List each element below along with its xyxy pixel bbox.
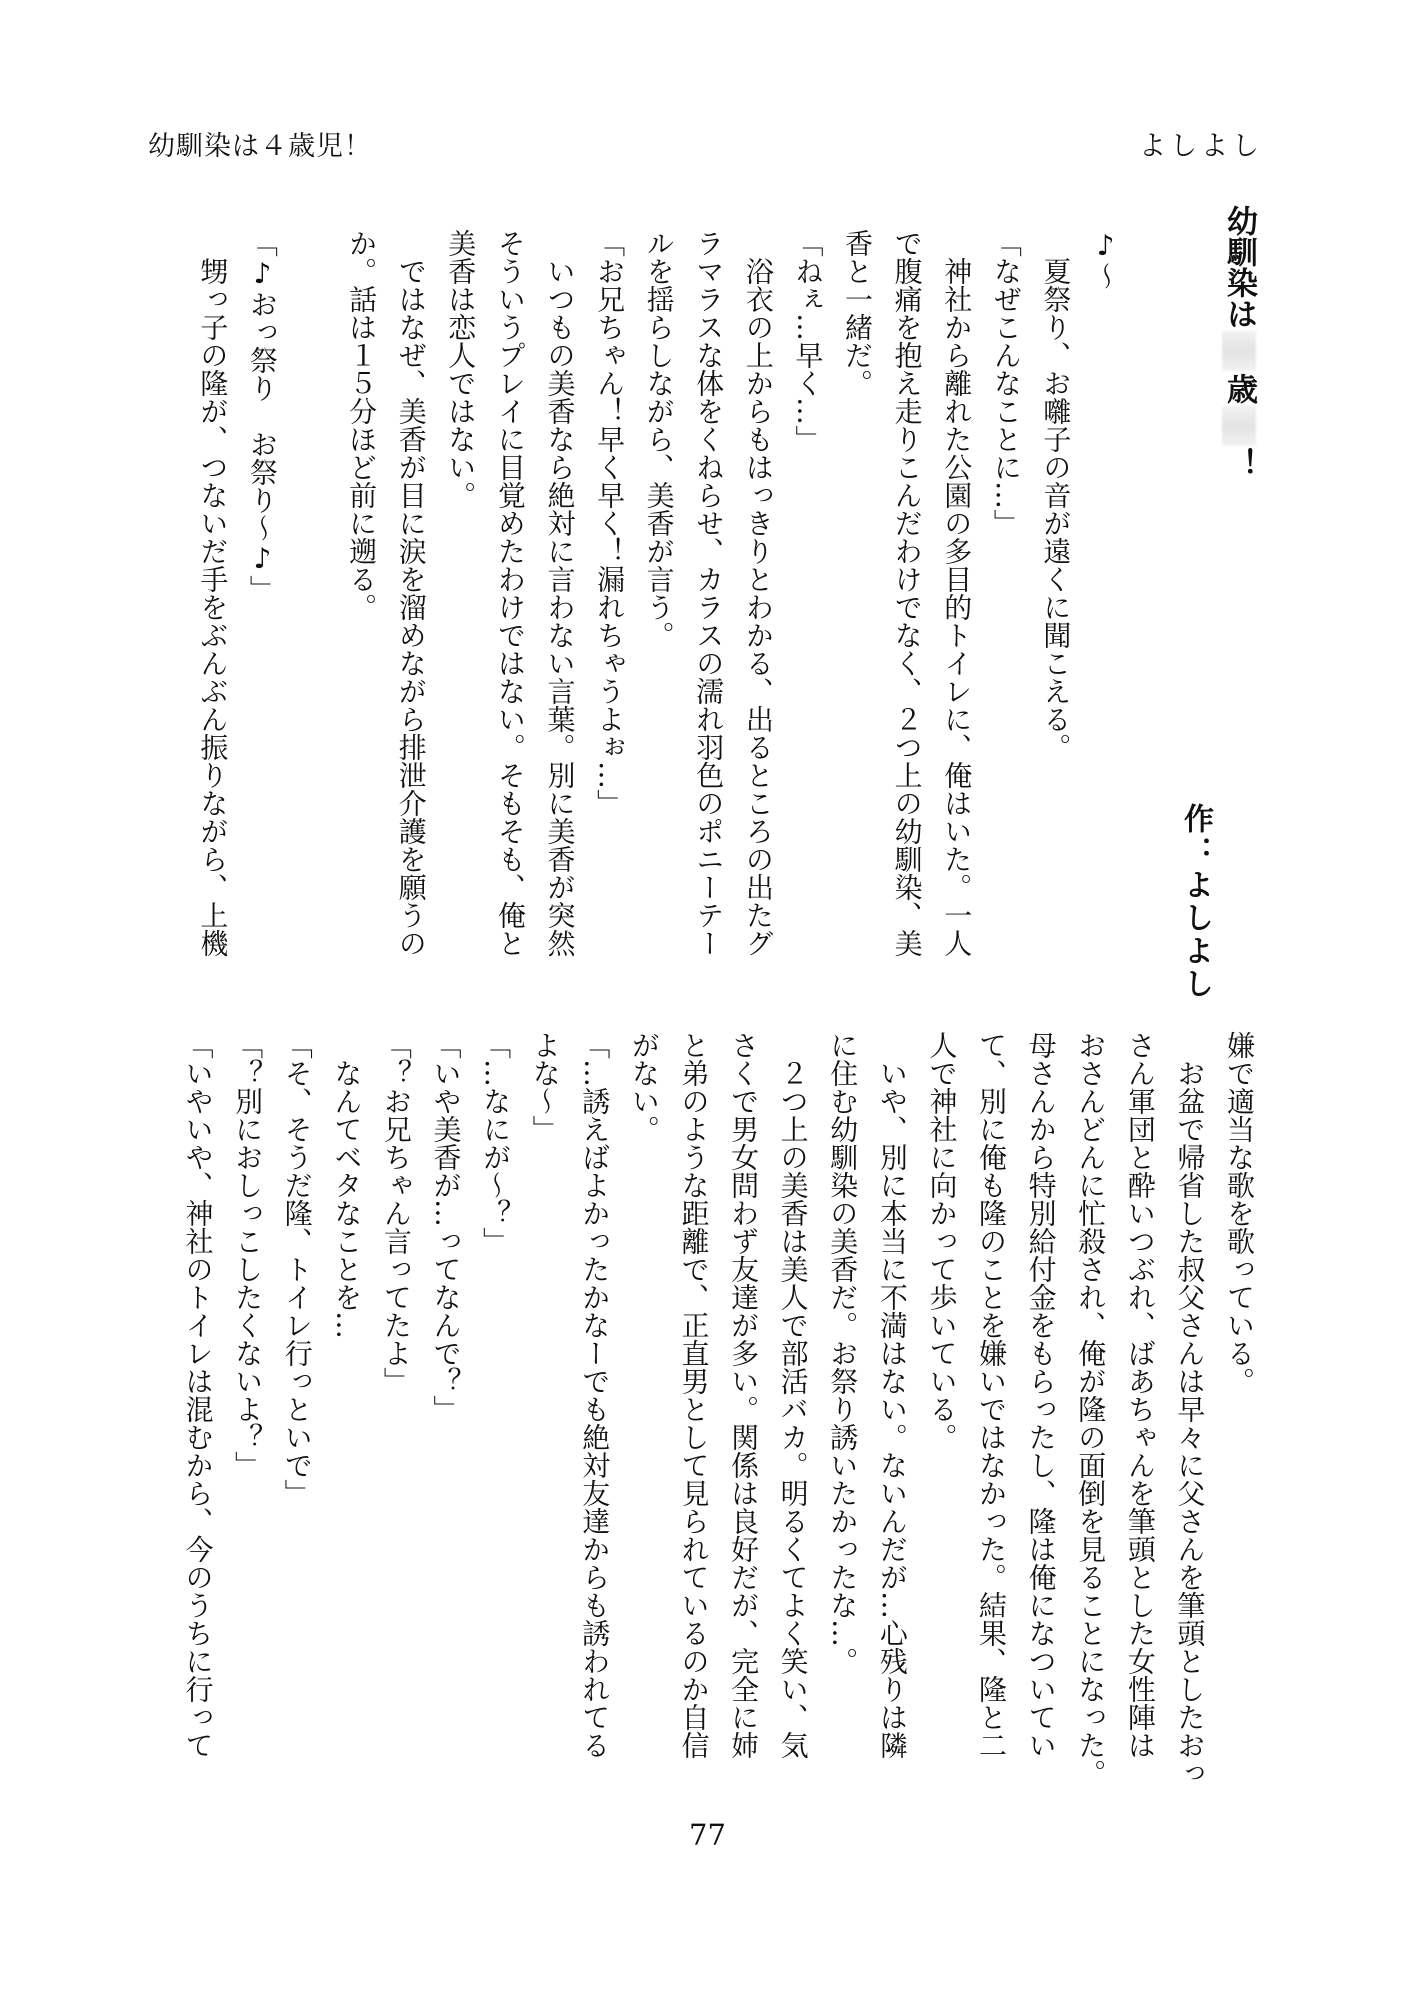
- text-line: で腹痛を抱え走りこんだわけでなく、２つ上の幼馴染、美: [890, 229, 924, 957]
- text-line: いつもの美香なら絶対に言わない言葉。別に美香が突然: [543, 229, 577, 957]
- text-line: 「いやいや、神社のトイレは混むから、今のうちに行って: [181, 1031, 215, 1759]
- text-line: 「ねぇ…早く…」: [791, 229, 825, 453]
- text-line: 「…誘えばよかったかなーでも絶対友達からも誘われてる: [578, 1031, 612, 1759]
- text-line: 「？お兄ちゃん言ってたよ」: [379, 1031, 413, 1395]
- lower-text-block: [173, 1031, 1264, 1787]
- text-line: 夏祭り、お囃子の音が遠くに聞こえる。: [1039, 229, 1073, 761]
- text-line: 「お兄ちゃん！早く早く！漏れちゃうよぉ…」: [593, 229, 627, 817]
- text-line: ルを揺らしながら、美香が言う。: [642, 229, 676, 649]
- text-line: に住む幼馴染の美香だ。お祭り誘いたかったな…。: [826, 1031, 860, 1675]
- upper-text-block: [188, 229, 1130, 959]
- running-header-author: よしよし: [1139, 131, 1263, 162]
- text-line: よな～」: [528, 1031, 562, 1143]
- text-line: ２つ上の美香は美人で部活バカ。明るくてよく笑い、気: [776, 1031, 810, 1759]
- text-line: ♪～: [1089, 229, 1122, 290]
- text-line: お盆で帰省した叔父さんは早々に父さんを筆頭としたおっ: [1173, 1031, 1207, 1787]
- text-line: なんてベタなことを…: [330, 1031, 364, 1339]
- story-title: [1222, 205, 1256, 479]
- text-line: と弟のような距離で、正直男として見られているのか自信: [677, 1031, 711, 1759]
- running-header-title: 幼馴染は４歳児！: [148, 131, 372, 162]
- text-line: 美香は恋人ではない。: [444, 229, 478, 509]
- text-line: 神社から離れた公園の多目的トイレに、俺はいた。一人: [940, 229, 974, 957]
- redacted-box: [1222, 406, 1256, 446]
- text-line: 「？別におしっこしたくないよ？」: [231, 1031, 265, 1479]
- text-line: 「…なにが～？」: [479, 1031, 513, 1255]
- text-line: て、別に俺も隆のことを嫌いではなかった。結果、隆と二: [975, 1031, 1009, 1759]
- text-line: 「♪おっ祭り お祭り～♪」: [245, 229, 279, 603]
- redacted-box: [1222, 331, 1256, 371]
- author-byline: 作：よしよし: [1178, 803, 1213, 1001]
- text-line: ではなぜ、美香が目に涙を溜めながら排泄介護を願うの: [394, 229, 428, 957]
- text-line: 「そ、そうだ隆、トイレ行っといで」: [280, 1031, 314, 1507]
- title-part-3: ！: [1221, 448, 1257, 479]
- text-line: 「なぜこんなことに…」: [989, 229, 1023, 537]
- text-line: 嫌で適当な歌を歌っている。: [1223, 1031, 1256, 1395]
- page-number: 77: [689, 1818, 726, 1852]
- text-line: ラマラスな体をくねらせ、カラスの濡れ羽色のポニーテー: [692, 229, 726, 957]
- text-line: そういうプレイに目覚めたわけではない。そもそも、俺と: [493, 229, 527, 957]
- text-line: がない。: [627, 1031, 661, 1143]
- text-line: 人で神社に向かって歩いている。: [925, 1031, 959, 1451]
- text-line: [287, 229, 337, 959]
- text-line: 香と一緒だ。: [841, 229, 875, 397]
- text-line: 浴衣の上からもはっきりとわかる、出るところの出たグ: [741, 229, 775, 957]
- text-line: おさんどんに忙殺され、俺が隆の面倒を見ることになった。: [1074, 1031, 1108, 1787]
- text-line: 「いや美香が…ってなんで？」: [429, 1031, 463, 1423]
- title-part-1: 幼馴染は: [1221, 205, 1257, 329]
- text-line: さくで男女問わず友達が多い。関係は良好だが、完全に姉: [727, 1031, 761, 1759]
- text-line: 母さんから特別給付金をもらったし、隆は俺になついてい: [1024, 1031, 1058, 1759]
- text-line: 甥っ子の隆が、つないだ手をぶんぶん振りながら、上機: [196, 229, 230, 957]
- text-line: いや、別に本当に不満はない。ないんだが…心残りは隣: [875, 1031, 909, 1759]
- text-line: さん軍団と酔いつぶれ、ばあちゃんを筆頭とした女性陣は: [1123, 1031, 1157, 1759]
- title-part-2: 歳: [1221, 373, 1257, 404]
- text-line: か。話は１５分ほど前に遡る。: [345, 229, 379, 621]
